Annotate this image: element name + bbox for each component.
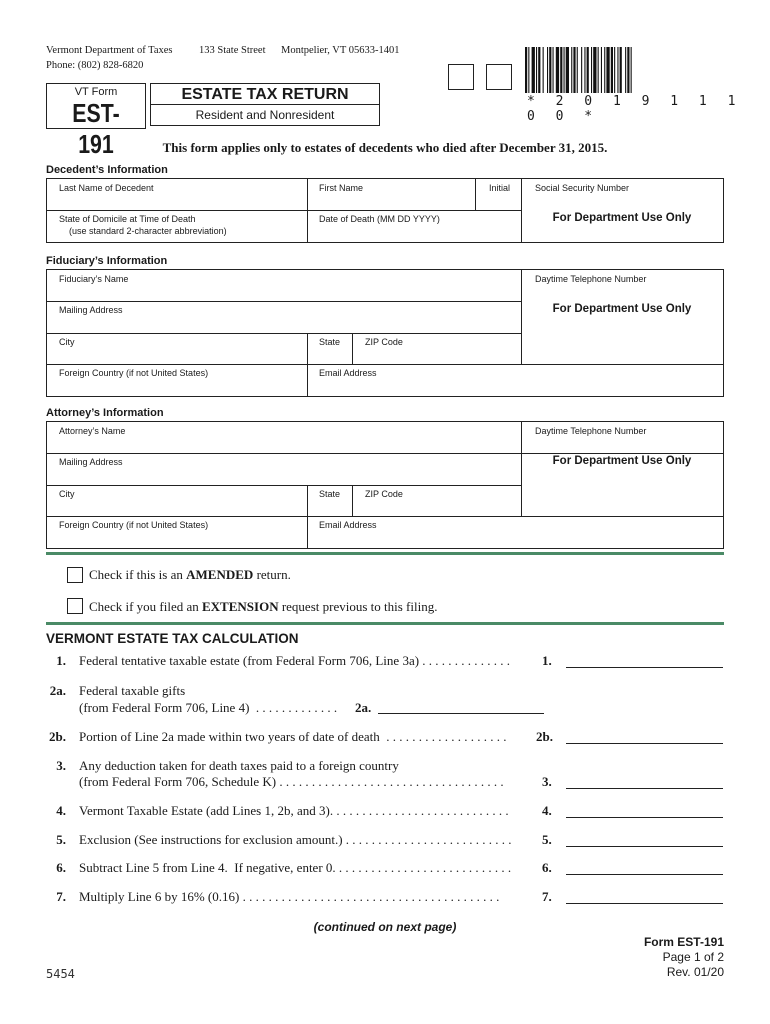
amended-label: Check if this is an AMENDED return.	[89, 567, 291, 582]
form-number: EST-191	[72, 98, 120, 159]
fiduciary-country-field[interactable]: Foreign Country (if not United States)	[59, 368, 209, 378]
line-2a-input[interactable]	[378, 713, 544, 714]
barcode-graphic	[525, 47, 723, 93]
line-7-ref: 7.	[542, 889, 552, 904]
line-6-input[interactable]	[566, 874, 723, 875]
line-4-input[interactable]	[566, 817, 723, 818]
attorney-zip-field[interactable]: ZIP Code	[365, 489, 403, 499]
decedent-ssn-field[interactable]: Social Security Number	[535, 183, 630, 193]
calc-section-title: VERMONT ESTATE TAX CALCULATION	[46, 631, 299, 646]
line-1-ref: 1.	[542, 653, 552, 668]
agency-name: Vermont Department of Taxes	[46, 45, 173, 56]
attorney-country-field[interactable]: Foreign Country (if not United States)	[59, 520, 209, 530]
agency-phone: Phone: (802) 828-6820	[46, 60, 144, 71]
attorney-phone-field[interactable]: Daytime Telephone Number	[535, 426, 647, 436]
form-id-box	[46, 83, 146, 159]
line-5-number: 5.	[56, 832, 66, 847]
line-1-number: 1.	[56, 653, 66, 668]
line-3-ref: 3.	[542, 774, 552, 789]
line-6-text: Subtract Line 5 from Line 4. If negative, enter 0. . . . . . . . . . . . . . . . . . . . . . . . . . . .	[79, 860, 512, 875]
barcode-number: * 2 0 1 9 1 1 1 0 0 *	[527, 94, 742, 124]
attorney-name-field[interactable]: Attorney’s Name	[59, 426, 126, 436]
decedent-grid	[46, 178, 724, 243]
fiduciary-dept-use: For Department Use Only	[552, 303, 692, 315]
attorney-address-field[interactable]: Mailing Address	[59, 457, 123, 467]
attorney-city-field[interactable]: City	[59, 489, 75, 499]
decedent-dept-use: For Department Use Only	[552, 212, 692, 224]
footer-form-number: Form EST-191	[643, 935, 724, 949]
line-7-number: 7.	[56, 889, 66, 904]
decedent-domicile-note: (use standard 2-character abbreviation)	[69, 226, 227, 236]
corner-box-2	[486, 64, 512, 90]
line-2a-ref: 2a.	[355, 700, 372, 715]
line-1-text: Federal tentative taxable estate (from Federal Form 706, Line 3a) . . . . . . . . . . . . . .	[79, 653, 511, 668]
line-7-text: Multiply Line 6 by 16% (0.16) . . . . . . . . . . . . . . . . . . . . . . . . . . . . . . . . . . . . . . . .	[79, 889, 500, 904]
attorney-state-field[interactable]: State	[319, 489, 341, 499]
line-3-input[interactable]	[566, 788, 723, 789]
continued-note: (continued on next page)	[313, 920, 457, 934]
section-divider-1	[46, 552, 724, 555]
line-2b-ref: 2b.	[536, 729, 553, 744]
fiduciary-email-field[interactable]: Email Address	[319, 368, 377, 378]
line-6-number: 6.	[56, 860, 66, 875]
applicability-notice: This form applies only to estates of decedents who died after December 31, 2015.	[162, 140, 608, 155]
fiduciary-phone-field[interactable]: Daytime Telephone Number	[535, 274, 647, 284]
fiduciary-address-field[interactable]: Mailing Address	[59, 305, 123, 315]
decedent-initial-field[interactable]: Initial	[489, 183, 511, 193]
line-2a-text-1: Federal taxable gifts	[79, 683, 186, 698]
agency-city: Montpelier, VT 05633-1401	[281, 45, 400, 56]
amended-checkbox[interactable]	[67, 567, 83, 583]
line-2b-text: Portion of Line 2a made within two years of date of death . . . . . . . . . . . . . . . . . . .	[79, 729, 507, 744]
vt-form-label: VT Form	[74, 86, 118, 98]
line-2b-input[interactable]	[566, 743, 723, 744]
form-title: ESTATE TAX RETURN	[150, 83, 380, 104]
fiduciary-state-field[interactable]: State	[319, 337, 341, 347]
decedent-first-name-field[interactable]: First Name	[319, 183, 364, 193]
line-2a-number: 2a.	[49, 683, 66, 698]
corner-box-1	[448, 64, 474, 90]
decedent-section-title: Decedent’s Information	[46, 164, 168, 176]
form-code: 5454	[46, 967, 75, 981]
line-3-number: 3.	[56, 758, 66, 773]
footer-page: Page 1 of 2	[662, 950, 724, 964]
decedent-domicile-field[interactable]: State of Domicile at Time of Death	[59, 214, 196, 224]
line-5-ref: 5.	[542, 832, 552, 847]
line-6-ref: 6.	[542, 860, 552, 875]
form-title-box	[150, 83, 380, 127]
line-5-text: Exclusion (See instructions for exclusion amount.) . . . . . . . . . . . . . . . . . . . . . . . . . .	[79, 832, 512, 847]
footer-revision: Rev. 01/20	[666, 965, 724, 979]
line-7-input[interactable]	[566, 903, 723, 904]
fiduciary-section-title: Fiduciary’s Information	[46, 255, 168, 267]
attorney-email-field[interactable]: Email Address	[319, 520, 377, 530]
section-divider-2	[46, 622, 724, 625]
line-4-text: Vermont Taxable Estate (add Lines 1, 2b, and 3). . . . . . . . . . . . . . . . . . . . . . . . . . . .	[79, 803, 509, 818]
line-4-number: 4.	[56, 803, 66, 818]
decedent-last-name-field[interactable]: Last Name of Decedent	[59, 183, 154, 193]
line-2a-text-2: (from Federal Form 706, Line 4) . . . . . . . . . . . . .	[79, 700, 338, 715]
fiduciary-city-field[interactable]: City	[59, 337, 75, 347]
agency-street: 133 State Street	[199, 45, 266, 56]
line-3-text-1: Any deduction taken for death taxes paid to a foreign country	[79, 758, 399, 773]
line-3-text-2: (from Federal Form 706, Schedule K) . . . . . . . . . . . . . . . . . . . . . . . . . . . . . . . . . . .	[79, 774, 504, 789]
fiduciary-zip-field[interactable]: ZIP Code	[365, 337, 403, 347]
decedent-date-of-death-field[interactable]: Date of Death (MM DD YYYY)	[319, 214, 440, 224]
line-2b-number: 2b.	[49, 729, 66, 744]
extension-checkbox[interactable]	[67, 598, 83, 614]
fiduciary-grid	[46, 269, 724, 397]
fiduciary-name-field[interactable]: Fiduciary’s Name	[59, 274, 129, 284]
line-5-input[interactable]	[566, 846, 723, 847]
line-1-input[interactable]	[566, 667, 723, 668]
line-4-ref: 4.	[542, 803, 552, 818]
extension-label: Check if you filed an EXTENSION request previous to this filing.	[89, 599, 438, 614]
attorney-section-title: Attorney’s Information	[46, 407, 164, 419]
attorney-dept-use: For Department Use Only	[552, 455, 692, 467]
attorney-grid	[46, 421, 724, 549]
form-subtitle: Resident and Nonresident	[150, 104, 380, 126]
